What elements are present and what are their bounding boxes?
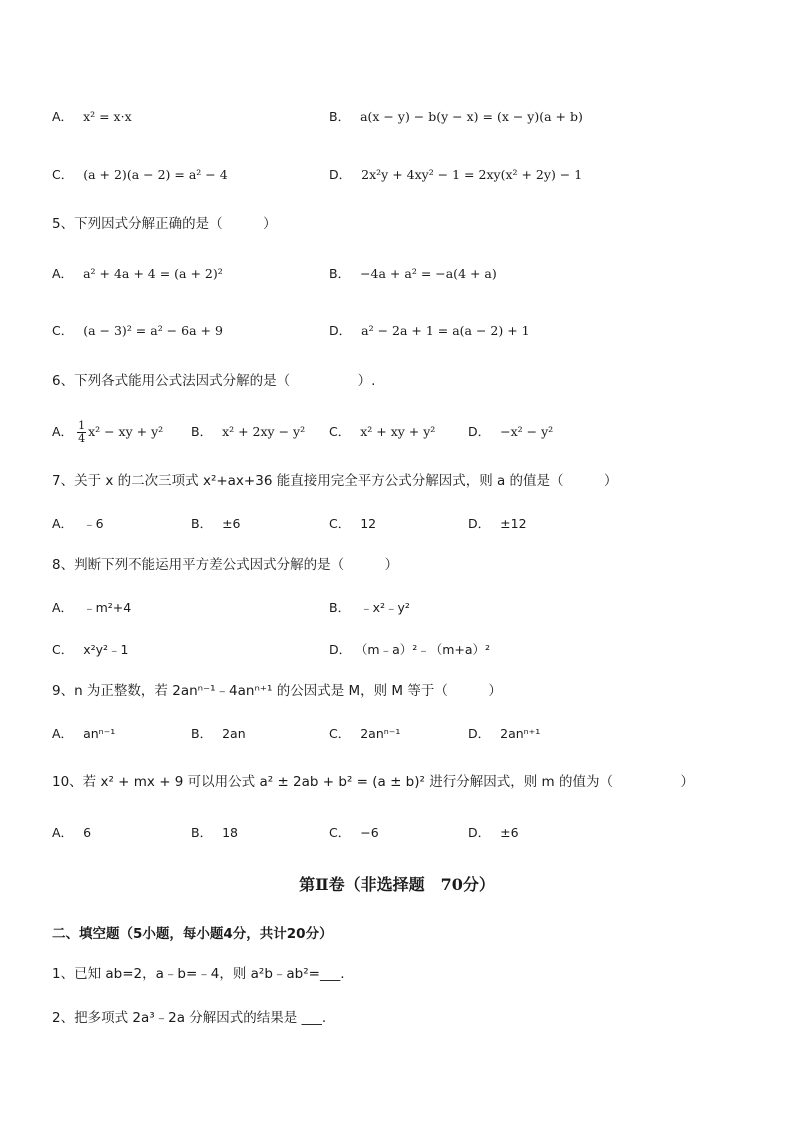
option-expr: a(x − y) − b(y − x) = (x − y)(a + b) [360, 109, 583, 124]
option-expr: ﹣x²﹣y² [360, 600, 410, 615]
option-expr: x² = x·x [83, 109, 132, 124]
q4-option-a [52, 108, 132, 126]
option-expr: x² + 2xy − y² [222, 424, 306, 439]
option-expr: 2an [222, 726, 246, 741]
option-label: A． [52, 726, 74, 741]
option-label: D． [329, 642, 352, 657]
option-label: B． [329, 266, 351, 281]
option-expr: ﹣m²+4 [83, 600, 132, 615]
option-expr: (a + 2)(a − 2) = a² − 4 [83, 167, 228, 182]
option-label: D． [468, 516, 491, 531]
option-expr: anⁿ⁻¹ [83, 726, 116, 741]
option-expr: ﹣6 [83, 516, 104, 531]
q8-option-a [52, 599, 131, 617]
q8-option-d [329, 641, 490, 659]
option-expr: −6 [360, 825, 379, 840]
option-label: B． [191, 825, 213, 840]
q10-stem: 10、若 x² + mx + 9 可以用公式 a² ± 2ab + b² = (a ± b)² 进行分解因式，则 m 的值为（ ） [52, 774, 694, 790]
q8-option-b [329, 599, 410, 617]
q10-option-c [329, 824, 379, 842]
q9-option-a [52, 725, 115, 743]
fraction-one-quarter [77, 420, 86, 445]
q10-option-a [52, 824, 91, 842]
option-label: A． [52, 825, 74, 840]
option-expr: （m﹣a）²﹣（m+a）² [361, 642, 491, 657]
q10-option-d [468, 824, 519, 842]
option-label: A． [52, 424, 74, 439]
q5-option-d [329, 322, 530, 340]
option-expr: x² − xy + y² [88, 424, 164, 439]
fill-question-2: 2、把多项式 2a³﹣2a 分解因式的结果是 ___. [52, 1010, 327, 1026]
option-label: B． [191, 424, 213, 439]
option-label: C． [52, 167, 74, 182]
q7-stem: 7、关于 x 的二次三项式 x²+ax+36 能直接用完全平方公式分解因式，则 a 的值是（ ） [52, 473, 618, 489]
option-expr: 6 [83, 825, 92, 840]
fraction-denominator: 4 [78, 432, 86, 445]
q9-stem: 9、n 为正整数，若 2anⁿ⁻¹﹣4anⁿ⁺¹ 的公因式是 M，则 M 等于（ ） [52, 683, 502, 699]
q6-stem: 6、下列各式能用公式法因式分解的是（ ）. [52, 373, 376, 389]
q5-stem: 5、下列因式分解正确的是（ ） [52, 216, 277, 232]
q6-option-c [329, 423, 435, 441]
option-label: D． [329, 167, 352, 182]
option-label: B． [329, 600, 351, 615]
option-label: B． [191, 726, 213, 741]
option-label: D． [468, 424, 491, 439]
option-label: B． [329, 109, 351, 124]
option-label: C． [329, 424, 351, 439]
option-label: C． [52, 323, 74, 338]
q7-option-d [468, 515, 527, 533]
q7-option-a [52, 515, 104, 533]
fill-question-1: 1、已知 ab=2，a﹣b=﹣4，则 a²b﹣ab²=___. [52, 966, 345, 982]
q8-stem: 8、判断下列不能运用平方差公式因式分解的是（ ） [52, 557, 399, 573]
option-label: C． [329, 726, 351, 741]
q6-option-b [191, 423, 305, 441]
option-expr: x² + xy + y² [360, 424, 436, 439]
option-label: B． [191, 516, 213, 531]
q5-option-a [52, 265, 223, 283]
q10-option-b [191, 824, 238, 842]
option-expr: (a − 3)² = a² − 6a + 9 [83, 323, 223, 338]
option-expr: 2x²y + 4xy² − 1 = 2xy(x² + 2y) − 1 [361, 167, 583, 182]
option-label: D． [468, 825, 491, 840]
option-expr: ±12 [500, 516, 527, 531]
q5-option-b [329, 265, 497, 283]
option-expr: 2anⁿ⁺¹ [500, 726, 541, 741]
option-label: A． [52, 600, 74, 615]
q9-option-d [468, 725, 540, 743]
q5-option-c [52, 322, 223, 340]
option-label: A． [52, 516, 74, 531]
q7-option-b [191, 515, 241, 533]
option-expr: −4a + a² = −a(4 + a) [360, 266, 497, 281]
option-expr: a² + 4a + 4 = (a + 2)² [83, 266, 223, 281]
option-label: D． [329, 323, 352, 338]
q9-option-c [329, 725, 400, 743]
section-title: 第Ⅱ卷（非选择题 70分） [299, 875, 495, 894]
q6-option-a [52, 420, 163, 445]
q4-option-b [329, 108, 583, 126]
option-expr: 12 [360, 516, 377, 531]
option-label: C． [329, 516, 351, 531]
q9-option-b [191, 725, 246, 743]
q6-option-d [468, 423, 553, 441]
fraction-numerator: 1 [78, 419, 86, 432]
option-label: C． [52, 642, 74, 657]
q4-option-c [52, 166, 228, 184]
option-expr: a² − 2a + 1 = a(a − 2) + 1 [361, 323, 530, 338]
q7-option-c [329, 515, 376, 533]
option-expr: 2anⁿ⁻¹ [360, 726, 401, 741]
option-label: D． [468, 726, 491, 741]
option-label: C． [329, 825, 351, 840]
option-label: A． [52, 266, 74, 281]
option-expr: ±6 [222, 516, 241, 531]
option-label: A． [52, 109, 74, 124]
option-expr: ±6 [500, 825, 519, 840]
option-expr: x²y²﹣1 [83, 642, 129, 657]
q4-option-d [329, 166, 582, 184]
option-expr: 18 [222, 825, 238, 840]
q8-option-c [52, 641, 129, 659]
part-heading: 二、填空题（5小题，每小题4分，共计20分） [52, 926, 333, 942]
option-expr: −x² − y² [500, 424, 554, 439]
